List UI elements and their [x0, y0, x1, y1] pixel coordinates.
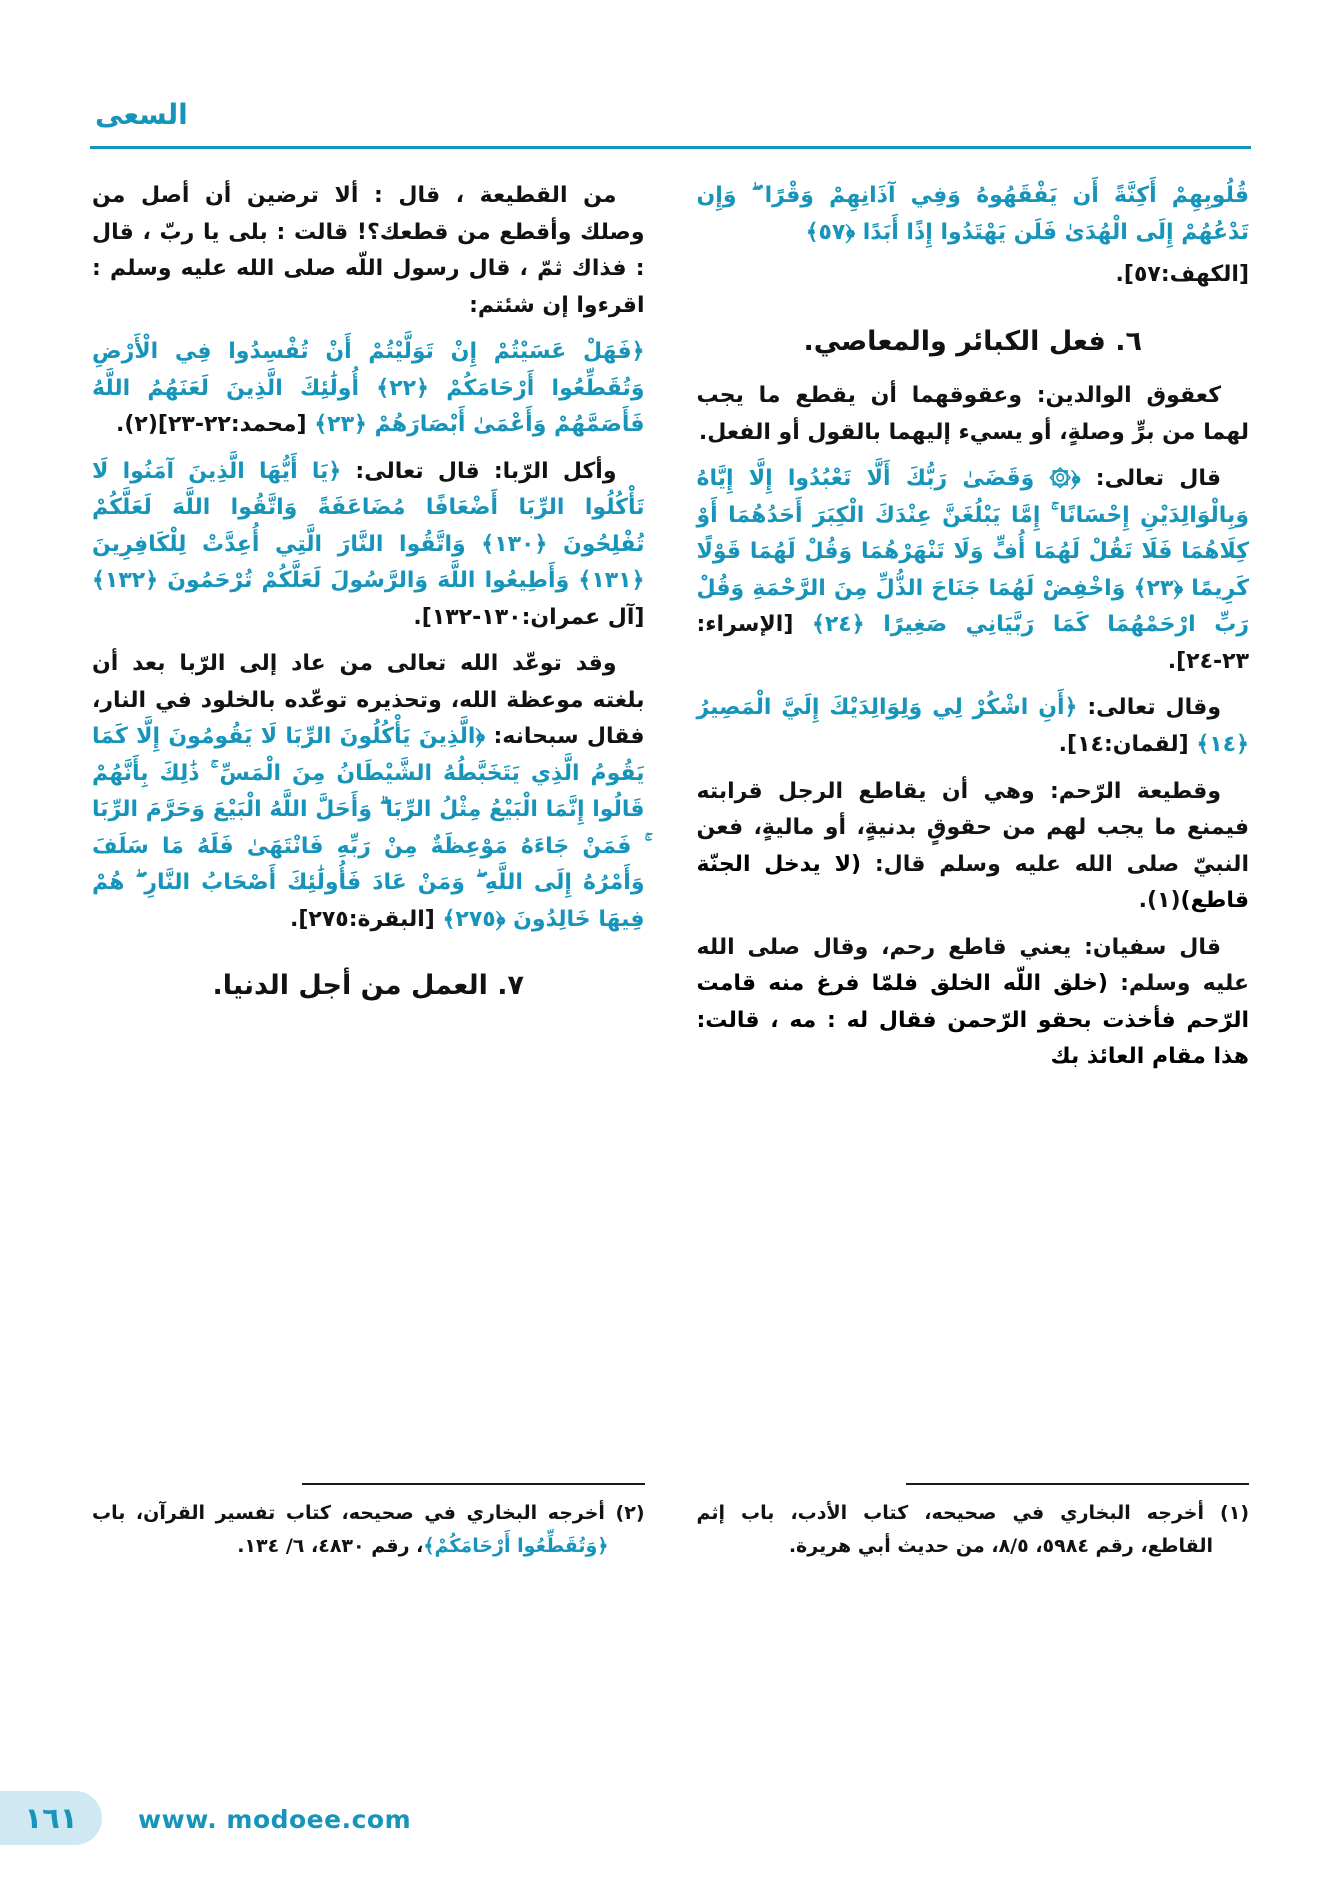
body-text: كعقوق الوالدين: وعقوقهما أن يقطع ما يجب لهما من برٍّ وصلةٍ، أو يسيء إليهما بالقول أو الفعل. [696, 383, 1249, 445]
page-number-tab [0, 1791, 102, 1845]
text-block [697, 690, 1250, 763]
body-text: قال تعالى: [1080, 466, 1221, 492]
text-block [697, 378, 1250, 451]
hadith-text: (خلق اللّه الخلق فلمّا فرغ منه قامت الرّحم فأخذت بحقو الرّحمن فقال له : مه ، قالت: هذا مقام العائذ بك [696, 971, 1249, 1070]
verse-reference: [لقمان:١٤]. [1058, 732, 1197, 757]
text-block [92, 334, 645, 444]
body-text: ٦. فعل الكبائر والمعاصي. [803, 325, 1142, 357]
body-text: وقال تعالى: [1077, 695, 1221, 721]
text-block [92, 454, 645, 637]
left-column [92, 178, 645, 1563]
verse-reference: [الكهف:٥٧]. [1115, 262, 1249, 288]
website-url: www. modoee.com [138, 1805, 412, 1834]
text-block [697, 178, 1250, 251]
footnote-text [92, 1497, 645, 1564]
text-block [92, 646, 645, 938]
verse-reference: [آل عمران:١٣٠-١٣٢]. [413, 604, 645, 630]
footnote-verse-text: ﴿وَتُقَطِّعُوا أَرْحَامَكُمْ﴾ [423, 1534, 609, 1557]
quran-verse-text: ﴿۞ وَقَضَىٰ رَبُّكَ أَلَّا تَعْبُدُوا إِلَّا إِيَّاهُ وَبِالْوَالِدَيْنِ إِحْسَانًا ۚ إِمَّا يَبْلُغَنَّ عِنْدَكَ الْكِبَرَ أَحَدُهُمَا أَوْ كِلَاهُمَا فَلَا تَقُلْ لَهُمَا أُفٍّ وَلَا تَنْهَرْهُمَا وَقُلْ لَهُمَا قَوْلًا كَرِيمًا ﴿٢٣﴾ وَاخْفِضْ لَهُمَا جَنَاحَ الذُّلِّ مِنَ الرَّحْمَةِ وَقُلْ رَبِّ ارْحَمْهُمَا كَمَا رَبَّيَانِي صَغِيرًا ﴿٢٤﴾ [696, 466, 1250, 638]
hadith-text: (لا يدخل الجنّة قاطع) [696, 851, 1249, 914]
verse-reference: [محمد:٢٢-٢٣](٢). [115, 412, 315, 438]
header-rule [90, 146, 1251, 149]
footnote-separator [906, 1483, 1249, 1485]
footnote [697, 1475, 1250, 1564]
verse-reference: [البقرة:٢٧٥]. [290, 906, 443, 932]
right-column [697, 178, 1250, 1563]
verse-reference: [الإسراء: ٢٣-٢٤]. [696, 612, 1249, 674]
footnote-body-text: (١) أخرجه البخاري في صحيحه، كتاب الأدب، باب إثم القاطع، رقم ٥٩٨٤، ٨/٥، من حديث أبي هريرة. [696, 1501, 1249, 1557]
quran-verse-text: قُلُوبِهِمْ أَكِنَّةً أَن يَفْقَهُوهُ وَفِي آذَانِهِمْ وَقْرًا ۖ وَإِن تَدْعُهُمْ إِلَى الْهُدَىٰ فَلَن يَهْتَدُوا إِذًا أَبَدًا ﴿٥٧﴾ [696, 183, 1249, 245]
quran-verse-text: ﴿فَهَلْ عَسَيْتُمْ إِنْ تَوَلَّيْتُمْ أَنْ تُفْسِدُوا فِي الْأَرْضِ وَتُقَطِّعُوا أَرْحَامَكُمْ ﴿٢٢﴾ أُولَٰئِكَ الَّذِينَ لَعَنَهُمُ اللَّهُ فَأَصَمَّهُمْ وَأَعْمَىٰ أَبْصَارَهُمْ ﴿٢٣﴾ [92, 339, 645, 438]
quran-verse-text: ﴿الَّذِينَ يَأْكُلُونَ الرِّبَا لَا يَقُومُونَ إِلَّا كَمَا يَقُومُ الَّذِي يَتَخَبَّطُهُ الشَّيْطَانُ مِنَ الْمَسِّ ۚ ذَٰلِكَ بِأَنَّهُمْ قَالُوا إِنَّمَا الْبَيْعُ مِثْلُ الرِّبَا ۗ وَأَحَلَّ اللَّهُ الْبَيْعَ وَحَرَّمَ الرِّبَا ۚ فَمَنْ جَاءَهُ مَوْعِظَةٌ مِنْ رَبِّهِ فَانْتَهَىٰ فَلَهُ مَا سَلَفَ وَأَمْرُهُ إِلَى اللَّهِ ۖ وَمَنْ عَادَ فَأُولَٰئِكَ أَصْحَابُ النَّارِ ۖ هُمْ فِيهَا خَالِدُونَ ﴿٢٧٥﴾ [92, 724, 645, 932]
body-text: من القطيعة ، قال : ألا ترضين أن أصل من وصلك وأقطع من قطعك؟! قالت : بلى يا ربّ ، قال : فذاك ثمّ ، قال رسول اللّه صلى الله عليه وسلم : اقرءوا إن شئتم: [92, 183, 645, 318]
footnote-body-text: ، رقم ٤٨٣٠، ٦/ ١٣٤. [237, 1534, 424, 1557]
footnote [92, 1475, 645, 1564]
body-text: وقطيعة الرّحم: وهي أن يقاطع الرجل قرابته فيمنع ما يجب لهم من حقوقٍ بدنيةٍ، أو ماليةٍ، فعن النبيّ صلى الله عليه وسلم قال: [696, 778, 1249, 877]
footnote-text [697, 1497, 1250, 1564]
footnote-separator [302, 1483, 645, 1485]
running-head-title: السعى [95, 98, 188, 131]
text-block [697, 461, 1250, 680]
body-text: قال سفيان: يعني قاطع رحم، وقال صلى الله عليه وسلم: [696, 934, 1249, 997]
page-number: ١٦١ [24, 1801, 78, 1835]
content-columns [92, 178, 1249, 1563]
body-text: ٧. العمل من أجل الدنيا. [212, 970, 525, 1002]
text-block [697, 930, 1250, 1076]
text-block [697, 257, 1250, 294]
footnote-body-text: (٢) أخرجه البخاري في صحيحه، كتاب تفسير القرآن، باب [92, 1501, 645, 1524]
body-text: وأكل الرّبا: قال تعالى: [341, 458, 617, 484]
text-block [697, 774, 1250, 920]
body-text: وقد توعّد الله تعالى من عاد إلى الرّبا بعد أن بلغته موعظة الله، وتحذيره توعّده بالخلود في النار، فقال سبحانه: [92, 651, 645, 750]
section-heading [697, 320, 1250, 365]
text-block [92, 178, 645, 324]
quran-verse-text: ﴿أَنِ اشْكُرْ لِي وَلِوَالِدَيْكَ إِلَيَّ الْمَصِيرُ ﴿١٤﴾ [696, 695, 1249, 757]
verse-reference: (١). [1138, 888, 1181, 914]
quran-verse-text: ﴿يَا أَيُّهَا الَّذِينَ آمَنُوا لَا تَأْكُلُوا الرِّبَا أَضْعَافًا مُضَاعَفَةً وَاتَّقُوا اللَّهَ لَعَلَّكُمْ تُفْلِحُونَ ﴿١٣٠﴾ وَاتَّقُوا النَّارَ الَّتِي أُعِدَّتْ لِلْكَافِرِينَ ﴿١٣١﴾ وَأَطِيعُوا اللَّهَ وَالرَّسُولَ لَعَلَّكُمْ تُرْحَمُونَ ﴿١٣٢﴾ [92, 458, 645, 594]
section-heading [92, 964, 645, 1009]
